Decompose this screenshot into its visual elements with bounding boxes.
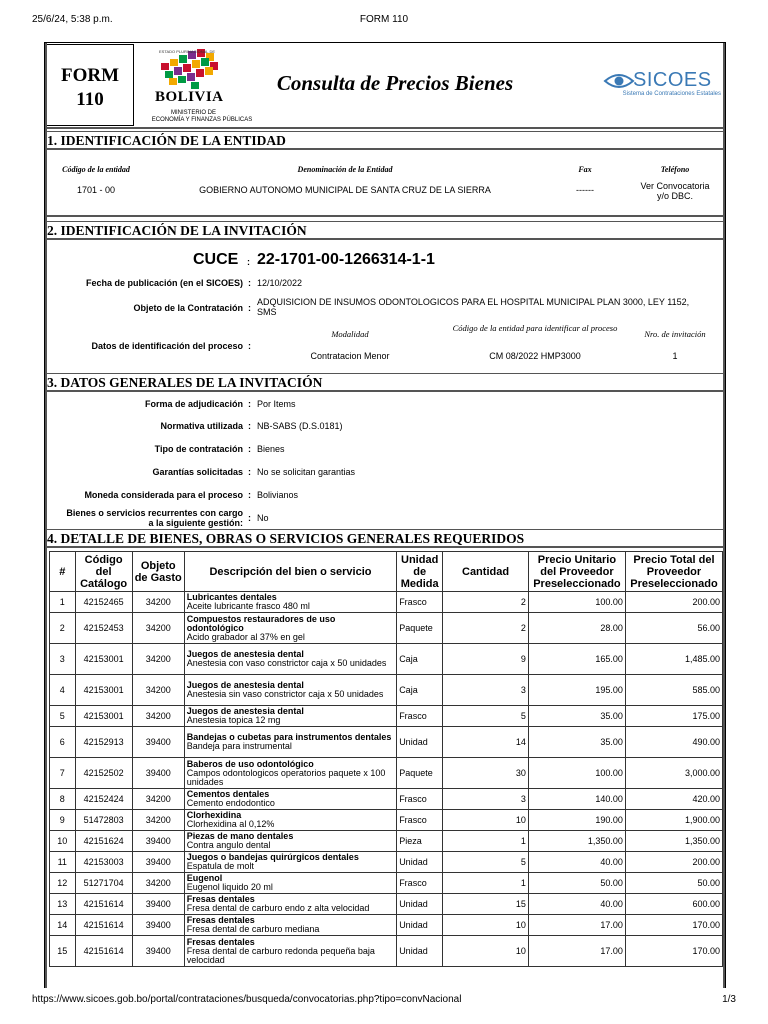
table-row — [50, 936, 723, 967]
section-1-body — [45, 153, 725, 217]
total-price-cell: 50.00 — [625, 873, 722, 894]
expense-object-cell: 39400 — [132, 936, 184, 967]
item-description: Fresa dental de carburo redonda pequeña baja velocidad — [186, 945, 375, 965]
datos-colon: : — [248, 341, 251, 351]
unit-price-cell: 17.00 — [528, 915, 625, 936]
recurrentes-label — [49, 508, 243, 528]
quantity-cell: 3 — [443, 789, 529, 810]
item-name: Fresas dentales — [186, 894, 255, 904]
sicoes-eye-icon — [603, 71, 635, 91]
recurrentes-label-line-1: Bienes o servicios recurrentes con cargo — [66, 508, 243, 518]
entity-code: 1701 - 00 — [76, 185, 116, 195]
quantity-cell: 3 — [443, 675, 529, 706]
total-price-cell: 1,350.00 — [625, 831, 722, 852]
catalog-code-cell: 42152465 — [75, 592, 132, 613]
print-datetime: 25/6/24, 5:38 p.m. — [32, 14, 113, 25]
normativa-label: Normativa utilizada — [160, 421, 243, 431]
description-cell — [184, 706, 396, 727]
moneda-value: Bolivianos — [257, 490, 299, 500]
row-number-cell: 15 — [50, 936, 76, 967]
row-number-cell: 7 — [50, 758, 76, 789]
description-cell — [184, 873, 396, 894]
expense-object-cell: 34200 — [132, 810, 184, 831]
expense-object-cell: 39400 — [132, 915, 184, 936]
table-row — [50, 758, 723, 789]
objeto-value — [257, 297, 726, 317]
col-header-total-price: Precio Total del Proveedor Preseleccionado — [625, 552, 722, 592]
unit-price-cell: 100.00 — [528, 758, 625, 789]
table-row — [50, 675, 723, 706]
expense-object-cell: 39400 — [132, 831, 184, 852]
expense-object-cell: 34200 — [132, 613, 184, 644]
item-name: Lubricantes dentales — [186, 592, 277, 602]
fecha-label: Fecha de publicación (en el SICOES) — [85, 278, 243, 288]
colon: : — [248, 444, 251, 454]
table-row — [50, 894, 723, 915]
expense-object-cell: 39400 — [132, 894, 184, 915]
unit-price-cell: 195.00 — [528, 675, 625, 706]
expense-object-cell: 39400 — [132, 727, 184, 758]
expense-object-cell: 39400 — [132, 852, 184, 873]
page-title: Consulta de Precios Bienes — [276, 71, 514, 95]
cuce-colon: : — [247, 257, 250, 267]
unit-price-cell: 100.00 — [528, 592, 625, 613]
description-cell — [184, 936, 396, 967]
unit-price-cell: 165.00 — [528, 644, 625, 675]
catalog-code-cell: 42152453 — [75, 613, 132, 644]
expense-object-cell: 34200 — [132, 675, 184, 706]
table-row — [50, 873, 723, 894]
item-description: Anestesia topica 12 mg — [186, 715, 281, 725]
unit-cell: Unidad — [397, 894, 443, 915]
total-price-cell: 200.00 — [625, 852, 722, 873]
unit-cell: Frasco — [397, 810, 443, 831]
total-price-cell: 420.00 — [625, 789, 722, 810]
codigo-proceso-value: CM 08/2022 HMP3000 — [489, 351, 581, 361]
cuce-label: CUCE — [193, 251, 239, 268]
table-row — [50, 644, 723, 675]
garantias-label: Garantías solicitadas — [152, 467, 243, 477]
catalog-code-cell: 42153003 — [75, 852, 132, 873]
print-header — [32, 14, 736, 28]
quantity-cell: 10 — [443, 936, 529, 967]
row-number-cell: 1 — [50, 592, 76, 613]
quantity-cell: 5 — [443, 706, 529, 727]
section-3-title: 3. DATOS GENERALES DE LA INVITACIÓN — [45, 373, 725, 392]
moneda-label: Moneda considerada para el proceso — [84, 490, 243, 500]
entity-name: GOBIERNO AUTONOMO MUNICIPAL DE SANTA CRUZ DE LA SIERRA — [199, 185, 491, 195]
description-cell — [184, 831, 396, 852]
item-name: Fresas dentales — [186, 915, 255, 925]
row-number-cell: 3 — [50, 644, 76, 675]
forma-adjudicacion-label: Forma de adjudicación — [144, 399, 243, 409]
description-cell — [184, 613, 396, 644]
row-number-cell: 8 — [50, 789, 76, 810]
item-name: Juegos de anestesia dental — [186, 680, 304, 690]
col-header-quantity: Cantidad — [443, 552, 529, 592]
catalog-code-cell: 42152424 — [75, 789, 132, 810]
item-description: Espatula de molt — [186, 861, 254, 871]
entity-phone-line-1: Ver Convocatoria — [640, 181, 710, 191]
item-name: Eugenol — [186, 873, 223, 883]
bolivia-ministry-logo — [141, 45, 261, 125]
unit-cell: Pieza — [397, 831, 443, 852]
modalidad-header: Modalidad — [331, 329, 369, 339]
unit-price-cell: 35.00 — [528, 706, 625, 727]
print-footer — [32, 994, 736, 1008]
colon: : — [248, 513, 251, 523]
fecha-value: 12/10/2022 — [257, 278, 303, 288]
item-description: Cemento endodontico — [186, 798, 275, 808]
quantity-cell: 2 — [443, 613, 529, 644]
colon: : — [248, 421, 251, 431]
col-header-catalog-code: Código del Catálogo — [75, 552, 132, 592]
quantity-cell: 1 — [443, 831, 529, 852]
unit-cell: Unidad — [397, 915, 443, 936]
ministry-line-1: MINISTERIO DE — [171, 110, 217, 116]
catalog-code-cell: 51271704 — [75, 873, 132, 894]
forma-adjudicacion-value: Por Items — [257, 399, 296, 409]
total-price-cell: 585.00 — [625, 675, 722, 706]
row-number-cell: 4 — [50, 675, 76, 706]
quantity-cell: 15 — [443, 894, 529, 915]
objeto-value-line-2: SMS — [257, 307, 277, 317]
total-price-cell: 175.00 — [625, 706, 722, 727]
col-header-expense-object: Objeto de Gasto — [132, 552, 184, 592]
items-table-body — [50, 592, 723, 967]
description-cell — [184, 789, 396, 810]
entity-phone — [630, 181, 720, 201]
objeto-label: Objeto de la Contratación — [133, 303, 243, 313]
description-cell — [184, 727, 396, 758]
quantity-cell: 9 — [443, 644, 529, 675]
item-description: Anestesia sin vaso constrictor caja x 50 unidades — [186, 689, 384, 699]
colon: : — [248, 399, 251, 409]
col-header-number: # — [50, 552, 76, 592]
items-table — [49, 551, 723, 967]
total-price-cell: 170.00 — [625, 915, 722, 936]
item-name: Piezas de mano dentales — [186, 831, 294, 841]
quantity-cell: 30 — [443, 758, 529, 789]
objeto-value-line-1: ADQUISICION DE INSUMOS ODONTOLOGICOS PARA EL HOSPITAL MUNICIPAL PLAN 3000, LEY 1152, — [257, 297, 690, 307]
catalog-code-cell: 42153001 — [75, 706, 132, 727]
unit-cell: Paquete — [397, 613, 443, 644]
unit-cell: Caja — [397, 675, 443, 706]
cuce-value: 22-1701-00-1266314-1-1 — [257, 251, 435, 268]
item-description: Campos odontologicos operatorios paquete x 100 unidades — [186, 767, 386, 787]
col-header-codigo: Código de la entidad — [62, 165, 130, 174]
total-price-cell: 200.00 — [625, 592, 722, 613]
description-cell — [184, 758, 396, 789]
catalog-code-cell: 42153001 — [75, 675, 132, 706]
row-number-cell: 2 — [50, 613, 76, 644]
item-name: Cementos dentales — [186, 789, 270, 799]
unit-price-cell: 35.00 — [528, 727, 625, 758]
total-price-cell: 600.00 — [625, 894, 722, 915]
description-cell — [184, 675, 396, 706]
unit-cell: Unidad — [397, 727, 443, 758]
total-price-cell: 490.00 — [625, 727, 722, 758]
unit-price-cell: 40.00 — [528, 894, 625, 915]
entity-phone-line-2: y/o DBC. — [656, 191, 693, 201]
description-cell — [184, 915, 396, 936]
table-row — [50, 810, 723, 831]
colon: : — [248, 490, 251, 500]
expense-object-cell: 34200 — [132, 592, 184, 613]
row-number-cell: 9 — [50, 810, 76, 831]
item-description: Aceite lubricante frasco 480 ml — [186, 601, 310, 611]
table-row — [50, 727, 723, 758]
catalog-code-cell: 42151614 — [75, 894, 132, 915]
item-description: Bandeja para instrumental — [186, 741, 292, 751]
table-header-row — [50, 552, 723, 592]
entity-fax: ------ — [576, 185, 594, 195]
sicoes-wordmark: SICOES — [633, 69, 712, 91]
modalidad-value: Contratacion Menor — [310, 351, 390, 361]
section-2-title: 2. IDENTIFICACIÓN DE LA INVITACIÓN — [45, 221, 725, 240]
item-description: Acido grabador al 37% en gel — [186, 631, 305, 642]
print-url: https://www.sicoes.gob.bo/portal/contrataciones/busqueda/convocatorias.php?tipo=convNacional — [32, 994, 462, 1005]
description-cell — [184, 852, 396, 873]
section-4-title: 4. DETALLE DE BIENES, OBRAS O SERVICIOS GENERALES REQUERIDOS — [45, 529, 725, 548]
nro-invitacion-header: Nro. de invitación — [644, 329, 706, 339]
col-header-unit: Unidad de Medida — [397, 552, 443, 592]
description-cell — [184, 644, 396, 675]
total-price-cell: 170.00 — [625, 936, 722, 967]
item-name: Baberos de uso odontológico — [186, 758, 314, 769]
row-number-cell: 5 — [50, 706, 76, 727]
unit-cell: Paquete — [397, 758, 443, 789]
quantity-cell: 10 — [443, 915, 529, 936]
unit-cell: Frasco — [397, 789, 443, 810]
col-header-telefono: Teléfono — [660, 165, 690, 174]
objeto-colon: : — [248, 303, 251, 313]
expense-object-cell: 34200 — [132, 789, 184, 810]
print-title: FORM 110 — [359, 14, 409, 25]
unit-cell: Caja — [397, 644, 443, 675]
unit-price-cell: 17.00 — [528, 936, 625, 967]
total-price-cell: 1,900.00 — [625, 810, 722, 831]
fecha-colon: : — [248, 278, 251, 288]
catalog-code-cell: 42151624 — [75, 831, 132, 852]
item-description: Clorhexidina al 0,12% — [186, 819, 275, 829]
row-number-cell: 10 — [50, 831, 76, 852]
item-description: Eugenol liquido 20 ml — [186, 882, 273, 892]
logo-country: BOLIVIA — [155, 89, 224, 105]
total-price-cell: 3,000.00 — [625, 758, 722, 789]
description-cell — [184, 592, 396, 613]
form-number: 110 — [76, 89, 104, 110]
unit-price-cell: 1,350.00 — [528, 831, 625, 852]
form-label: FORM — [60, 65, 120, 86]
table-row — [50, 831, 723, 852]
catalog-code-cell: 42152913 — [75, 727, 132, 758]
item-name: Fresas dentales — [186, 936, 255, 947]
item-name: Clorhexidina — [186, 810, 242, 820]
recurrentes-value: No — [257, 513, 269, 523]
sicoes-logo — [603, 69, 721, 105]
row-number-cell: 14 — [50, 915, 76, 936]
table-row — [50, 706, 723, 727]
col-header-denominacion: Denominación de la Entidad — [297, 165, 393, 174]
item-name: Juegos de anestesia dental — [186, 649, 304, 659]
catalog-code-cell: 42153001 — [75, 644, 132, 675]
item-name: Compuestos restauradores de uso odontológico — [186, 613, 336, 633]
catalog-code-cell: 42152502 — [75, 758, 132, 789]
item-name: Bandejas o cubetas para instrumentos dentales — [186, 732, 392, 742]
unit-price-cell: 140.00 — [528, 789, 625, 810]
form-header — [45, 43, 725, 129]
unit-cell: Frasco — [397, 592, 443, 613]
table-row — [50, 852, 723, 873]
unit-cell: Unidad — [397, 852, 443, 873]
total-price-cell: 1,485.00 — [625, 644, 722, 675]
print-page-number: 1/3 — [722, 994, 736, 1005]
description-cell — [184, 894, 396, 915]
table-row — [50, 789, 723, 810]
description-cell — [184, 810, 396, 831]
row-number-cell: 12 — [50, 873, 76, 894]
expense-object-cell: 39400 — [132, 758, 184, 789]
codigo-proceso-header: Código de la entidad para identificar al proceso — [452, 323, 618, 333]
unit-cell: Frasco — [397, 873, 443, 894]
sicoes-tagline: Sistema de Contrataciones Estatales — [622, 91, 721, 97]
catalog-code-cell: 42151614 — [75, 936, 132, 967]
unit-price-cell: 190.00 — [528, 810, 625, 831]
unit-cell: Frasco — [397, 706, 443, 727]
normativa-value: NB-SABS (D.S.0181) — [257, 421, 343, 431]
section-1-title: 1. IDENTIFICACIÓN DE LA ENTIDAD — [45, 131, 725, 150]
item-description: Anestesia con vaso constrictor caja x 50 unidades — [186, 658, 387, 668]
catalog-code-cell: 42151614 — [75, 915, 132, 936]
form-number-box — [46, 44, 134, 126]
logo-small-text: ESTADO PLURINACIONAL DE — [159, 49, 216, 54]
col-header-unit-price: Precio Unitario del Proveedor Preseleccionado — [528, 552, 625, 592]
recurrentes-label-line-2: a la siguiente gestión: — [148, 518, 243, 528]
tipo-contratacion-value: Bienes — [257, 444, 285, 454]
col-header-description: Descripción del bien o servicio — [184, 552, 396, 592]
quantity-cell: 2 — [443, 592, 529, 613]
item-description: Fresa dental de carburo endo z alta velocidad — [186, 903, 370, 913]
tipo-contratacion-label: Tipo de contratación — [154, 444, 243, 454]
ministry-line-2: ECONOMÍA Y FINANZAS PÚBLICAS — [151, 117, 253, 123]
quantity-cell: 10 — [443, 810, 529, 831]
row-number-cell: 11 — [50, 852, 76, 873]
item-name: Juegos o bandejas quirúrgicos dentales — [186, 852, 359, 862]
right-border — [723, 43, 725, 988]
table-row — [50, 915, 723, 936]
item-description: Fresa dental de carburo mediana — [186, 924, 320, 934]
garantias-value: No se solicitan garantias — [257, 467, 356, 477]
nro-invitacion-value: 1 — [672, 351, 678, 361]
row-number-cell: 6 — [50, 727, 76, 758]
catalog-code-cell: 51472803 — [75, 810, 132, 831]
left-border — [45, 43, 47, 988]
unit-price-cell: 28.00 — [528, 613, 625, 644]
unit-price-cell: 50.00 — [528, 873, 625, 894]
expense-object-cell: 34200 — [132, 873, 184, 894]
total-price-cell: 56.00 — [625, 613, 722, 644]
datos-label: Datos de identificación del proceso — [91, 341, 243, 351]
item-description: Contra angulo dental — [186, 840, 271, 850]
expense-object-cell: 34200 — [132, 644, 184, 675]
table-row — [50, 592, 723, 613]
item-name: Juegos de anestesia dental — [186, 706, 304, 716]
form-sheet — [44, 42, 726, 988]
quantity-cell: 1 — [443, 873, 529, 894]
quantity-cell: 14 — [443, 727, 529, 758]
table-row — [50, 613, 723, 644]
quantity-cell: 5 — [443, 852, 529, 873]
unit-price-cell: 40.00 — [528, 852, 625, 873]
unit-cell: Unidad — [397, 936, 443, 967]
expense-object-cell: 34200 — [132, 706, 184, 727]
row-number-cell: 13 — [50, 894, 76, 915]
col-header-fax: Fax — [578, 165, 592, 174]
colon: : — [248, 467, 251, 477]
